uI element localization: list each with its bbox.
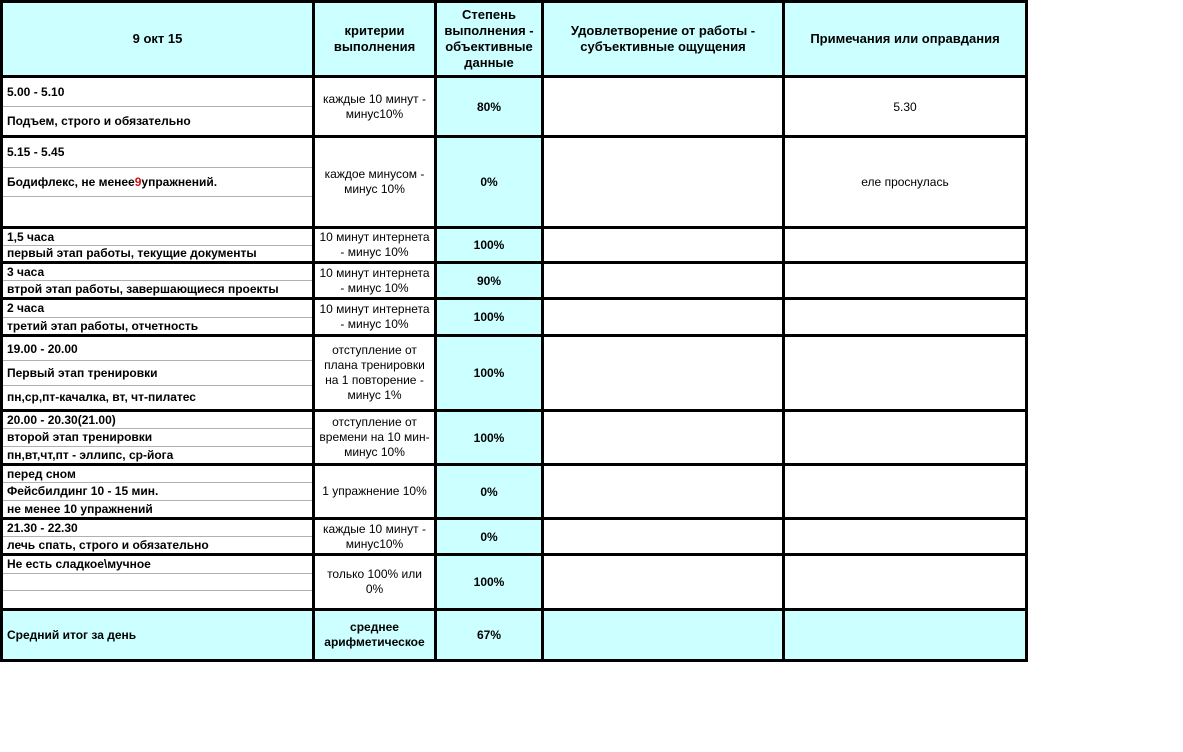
schedule-cell[interactable] bbox=[3, 78, 315, 135]
schedule-line-text: Бодифлекс, не менее bbox=[7, 175, 135, 189]
header-satisfaction-label: Удовлетворение от работы - субъективные ощущения bbox=[570, 22, 756, 54]
schedule-line-text: 21.30 - 22.30 bbox=[7, 521, 78, 535]
criteria-text: отступление от времени на 10 мин- минус 10% bbox=[319, 415, 430, 459]
criteria-text: каждые 10 минут - минус10% bbox=[323, 91, 426, 121]
table-row bbox=[3, 334, 1025, 409]
schedule-line bbox=[3, 168, 312, 198]
table-row bbox=[3, 226, 1025, 261]
satisfaction-cell[interactable] bbox=[544, 412, 785, 463]
degree-value: 90% bbox=[476, 273, 502, 288]
schedule-line bbox=[3, 138, 312, 168]
schedule-line-text: не менее 10 упражнений bbox=[7, 501, 153, 516]
notes-cell[interactable] bbox=[785, 466, 1025, 517]
degree-cell[interactable] bbox=[437, 337, 544, 409]
table-row bbox=[3, 553, 1025, 608]
criteria-text: 10 минут интернета - минус 10% bbox=[319, 302, 430, 331]
schedule-line bbox=[3, 501, 312, 517]
header-satisfaction-cell[interactable] bbox=[544, 3, 785, 75]
schedule-line-text: Первый этап тренировки bbox=[7, 365, 158, 380]
criteria-cell[interactable] bbox=[315, 466, 437, 517]
criteria-cell[interactable] bbox=[315, 264, 437, 297]
degree-value: 100% bbox=[473, 430, 505, 445]
schedule-line-text: 5.15 - 5.45 bbox=[7, 145, 65, 160]
header-degree-cell[interactable] bbox=[437, 3, 544, 75]
schedule-line-text: Фейсбилдинг 10 - 15 мин. bbox=[7, 484, 159, 499]
degree-value: 0% bbox=[480, 484, 498, 499]
notes-cell[interactable] bbox=[785, 556, 1025, 608]
schedule-line-text: Не есть сладкое\мучное bbox=[7, 557, 151, 572]
notes-cell[interactable] bbox=[785, 78, 1025, 135]
satisfaction-cell[interactable] bbox=[544, 466, 785, 517]
notes-cell[interactable] bbox=[785, 229, 1025, 261]
satisfaction-cell[interactable] bbox=[544, 337, 785, 409]
schedule-line-text: 1,5 часа bbox=[7, 229, 55, 244]
schedule-line bbox=[3, 412, 312, 429]
degree-value: 100% bbox=[473, 310, 505, 324]
criteria-cell[interactable] bbox=[315, 138, 437, 226]
criteria-cell[interactable] bbox=[315, 337, 437, 409]
schedule-line-text: упражнений. bbox=[141, 175, 218, 189]
header-degree-label: Степень выполнения - объективные данные bbox=[444, 6, 534, 71]
schedule-line bbox=[3, 197, 312, 226]
satisfaction-cell[interactable] bbox=[544, 520, 785, 553]
notes-text: 5.30 bbox=[893, 99, 917, 114]
table-row bbox=[3, 463, 1025, 517]
notes-cell[interactable] bbox=[785, 337, 1025, 409]
schedule-line bbox=[3, 300, 312, 318]
criteria-cell[interactable] bbox=[315, 520, 437, 553]
table-row bbox=[3, 517, 1025, 553]
degree-cell[interactable] bbox=[437, 229, 544, 261]
notes-cell[interactable] bbox=[785, 412, 1025, 463]
degree-value: 100% bbox=[473, 366, 505, 380]
degree-value: 80% bbox=[476, 99, 502, 114]
schedule-line-text: второй этап тренировки bbox=[7, 430, 153, 445]
notes-cell[interactable] bbox=[785, 520, 1025, 553]
schedule-line-text: перед сном bbox=[7, 467, 76, 482]
degree-cell[interactable] bbox=[437, 78, 544, 135]
degree-cell[interactable] bbox=[437, 520, 544, 553]
degree-cell[interactable] bbox=[437, 611, 544, 659]
schedule-line bbox=[3, 246, 312, 262]
degree-cell[interactable] bbox=[437, 300, 544, 334]
schedule-cell[interactable] bbox=[3, 264, 315, 297]
schedule-line-text: пн,вт,чт,пт - эллипс, ср-йога bbox=[7, 447, 174, 462]
schedule-line bbox=[3, 556, 312, 574]
criteria-cell[interactable] bbox=[315, 300, 437, 334]
schedule-cell[interactable] bbox=[3, 611, 315, 659]
degree-cell[interactable] bbox=[437, 556, 544, 608]
schedule-line-text: втрой этап работы, завершающиеся проекты bbox=[7, 282, 279, 296]
satisfaction-cell[interactable] bbox=[544, 264, 785, 297]
degree-cell[interactable] bbox=[437, 264, 544, 297]
schedule-line bbox=[3, 591, 312, 608]
schedule-line-text: 3 часа bbox=[7, 265, 45, 279]
criteria-text: каждое минусом - минус 10% bbox=[324, 167, 425, 196]
schedule-cell[interactable] bbox=[3, 412, 315, 463]
schedule-line bbox=[3, 318, 312, 335]
degree-value: 0% bbox=[480, 529, 498, 544]
schedule-cell[interactable] bbox=[3, 337, 315, 409]
degree-cell[interactable] bbox=[437, 412, 544, 463]
schedule-line-text: первый этап работы, текущие документы bbox=[7, 246, 257, 261]
criteria-cell[interactable] bbox=[315, 412, 437, 463]
criteria-text: среднее арифметическое bbox=[324, 620, 425, 649]
criteria-text: 10 минут интернета - минус 10% bbox=[319, 230, 430, 259]
schedule-line-highlight: 9 bbox=[134, 175, 142, 189]
satisfaction-cell[interactable] bbox=[544, 138, 785, 226]
schedule-line bbox=[3, 537, 312, 553]
schedule-cell[interactable] bbox=[3, 138, 315, 226]
table-row bbox=[3, 135, 1025, 226]
schedule-line bbox=[3, 386, 312, 409]
schedule-line bbox=[3, 107, 312, 135]
schedule-line-text: 19.00 - 20.00 bbox=[7, 341, 78, 356]
schedule-line bbox=[3, 361, 312, 385]
schedule-line bbox=[3, 281, 312, 297]
satisfaction-cell[interactable] bbox=[544, 300, 785, 334]
satisfaction-cell[interactable] bbox=[544, 556, 785, 608]
degree-value: 100% bbox=[473, 575, 505, 589]
schedule-line bbox=[3, 483, 312, 500]
schedule-line bbox=[3, 520, 312, 537]
degree-cell[interactable] bbox=[437, 466, 544, 517]
header-date-cell[interactable] bbox=[3, 3, 315, 75]
schedule-cell[interactable] bbox=[3, 556, 315, 608]
satisfaction-cell[interactable] bbox=[544, 611, 785, 659]
satisfaction-cell[interactable] bbox=[544, 229, 785, 261]
schedule-cell[interactable] bbox=[3, 229, 315, 261]
header-notes-cell[interactable] bbox=[785, 3, 1025, 75]
degree-value: 100% bbox=[473, 238, 505, 252]
schedule-line-text: третий этап работы, отчетность bbox=[7, 318, 199, 333]
notes-text: еле проснулась bbox=[861, 175, 949, 189]
table-row bbox=[3, 409, 1025, 463]
schedule-line bbox=[3, 229, 312, 246]
schedule-line bbox=[3, 466, 312, 483]
table-row bbox=[3, 297, 1025, 334]
schedule-line-text: 2 часа bbox=[7, 301, 45, 316]
header-criteria-label: критерии выполнения bbox=[333, 22, 416, 54]
notes-cell[interactable] bbox=[785, 264, 1025, 297]
schedule-line bbox=[3, 337, 312, 361]
criteria-text: отступление от плана тренировки на 1 повторение - минус 1% bbox=[324, 343, 425, 402]
schedule-line bbox=[3, 429, 312, 446]
schedule-line-text: Средний итог за день bbox=[7, 628, 137, 642]
table-row bbox=[3, 75, 1025, 135]
degree-cell[interactable] bbox=[437, 138, 544, 226]
criteria-text: 1 упражнение 10% bbox=[322, 484, 427, 498]
schedule-line bbox=[3, 447, 312, 463]
degree-value: 0% bbox=[480, 175, 498, 189]
schedule-line-text: 20.00 - 20.30(21.00) bbox=[7, 413, 116, 428]
notes-cell[interactable] bbox=[785, 611, 1025, 659]
schedule-line-text: 5.00 - 5.10 bbox=[7, 85, 65, 99]
schedule-line bbox=[3, 574, 312, 592]
schedule-line bbox=[3, 78, 312, 107]
notes-cell[interactable] bbox=[785, 138, 1025, 226]
schedule-cell[interactable] bbox=[3, 300, 315, 334]
schedule-line-text: Подъем, строго и обязательно bbox=[7, 114, 191, 128]
header-notes-label: Примечания или оправдания bbox=[810, 30, 1000, 46]
total-row bbox=[3, 608, 1025, 659]
criteria-text: каждые 10 минут - минус10% bbox=[323, 521, 426, 551]
criteria-text: только 100% или 0% bbox=[327, 567, 422, 596]
schedule-cell[interactable] bbox=[3, 520, 315, 553]
schedule-cell[interactable] bbox=[3, 466, 315, 517]
satisfaction-cell[interactable] bbox=[544, 78, 785, 135]
notes-cell[interactable] bbox=[785, 300, 1025, 334]
criteria-cell[interactable] bbox=[315, 229, 437, 261]
criteria-cell[interactable] bbox=[315, 611, 437, 659]
criteria-text: 10 минут интернета - минус 10% bbox=[319, 265, 430, 295]
header-criteria-cell[interactable] bbox=[315, 3, 437, 75]
schedule-line-text: пн,ср,пт-качалка, вт, чт-пилатес bbox=[7, 390, 196, 405]
degree-value: 67% bbox=[476, 628, 502, 642]
schedule-line bbox=[3, 264, 312, 281]
table-row bbox=[3, 261, 1025, 297]
header-date-label: 9 окт 15 bbox=[132, 30, 183, 46]
criteria-cell[interactable] bbox=[315, 556, 437, 608]
schedule-line bbox=[3, 611, 312, 659]
criteria-cell[interactable] bbox=[315, 78, 437, 135]
schedule-line-text: лечь спать, строго и обязательно bbox=[7, 538, 209, 552]
header-row bbox=[3, 3, 1025, 75]
